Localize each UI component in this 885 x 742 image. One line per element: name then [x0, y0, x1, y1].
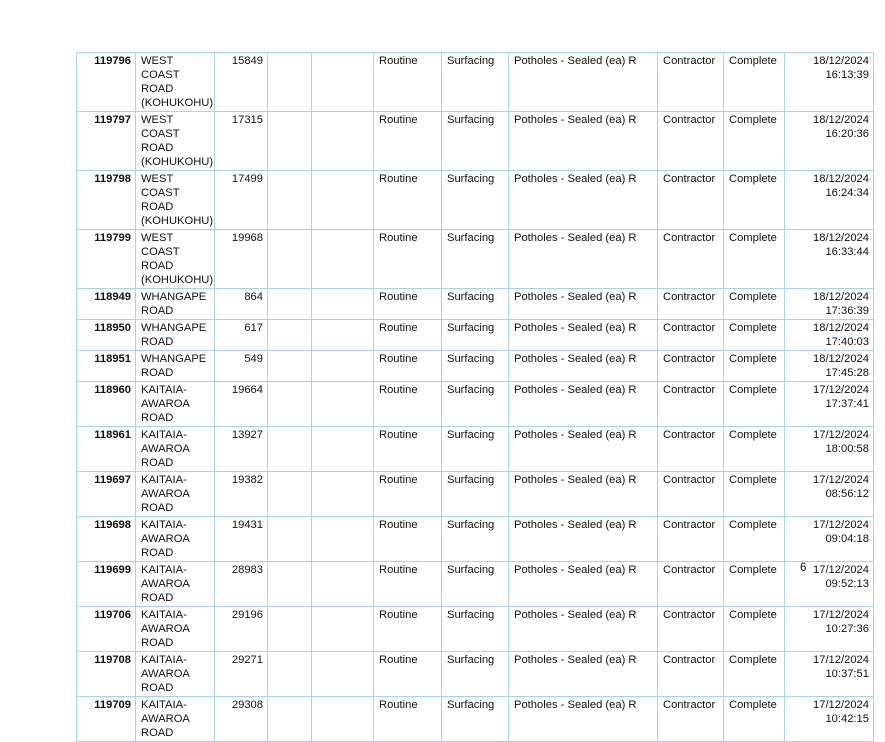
category-cell: Surfacing — [442, 517, 509, 562]
fault-type-cell: Potholes - Sealed (ea) R — [509, 472, 658, 517]
priority-cell: Routine — [374, 652, 442, 697]
road-name-cell: KAITAIA- AWAROA ROAD — [136, 517, 215, 562]
priority-cell: Routine — [374, 427, 442, 472]
completed-datetime-cell: 18/12/2024 16:33:44 — [785, 230, 874, 289]
blank-cell — [268, 562, 312, 607]
category-cell: Surfacing — [442, 562, 509, 607]
priority-cell: Routine — [374, 112, 442, 171]
fault-type-cell: Potholes - Sealed (ea) R — [509, 652, 658, 697]
road-name-cell: KAITAIA- AWAROA ROAD — [136, 697, 215, 742]
completed-datetime-cell: 17/12/2024 10:37:51 — [785, 652, 874, 697]
record-id-cell: 118949 — [77, 289, 136, 320]
category-cell: Surfacing — [442, 289, 509, 320]
blank-cell — [312, 171, 374, 230]
road-name-cell: WEST COAST ROAD (KOHUKOHU) — [136, 171, 215, 230]
record-id-cell: 118950 — [77, 320, 136, 351]
road-name-cell: WEST COAST ROAD (KOHUKOHU) — [136, 230, 215, 289]
records-body — [77, 53, 874, 742]
table-row — [77, 652, 874, 697]
blank-cell — [312, 112, 374, 171]
category-cell: Surfacing — [442, 607, 509, 652]
assigned-to-cell: Contractor — [658, 652, 724, 697]
category-cell: Surfacing — [442, 171, 509, 230]
blank-cell — [312, 472, 374, 517]
status-cell: Complete — [724, 289, 785, 320]
category-cell: Surfacing — [442, 53, 509, 112]
record-id-cell: 119698 — [77, 517, 136, 562]
blank-cell — [312, 652, 374, 697]
assigned-to-cell: Contractor — [658, 472, 724, 517]
fault-type-cell: Potholes - Sealed (ea) R — [509, 53, 658, 112]
table-row — [77, 171, 874, 230]
completed-datetime-cell: 18/12/2024 16:13:39 — [785, 53, 874, 112]
record-id-cell: 119699 — [77, 562, 136, 607]
status-cell: Complete — [724, 427, 785, 472]
priority-cell: Routine — [374, 289, 442, 320]
assigned-to-cell: Contractor — [658, 230, 724, 289]
record-id-cell: 119709 — [77, 697, 136, 742]
blank-cell — [268, 53, 312, 112]
priority-cell: Routine — [374, 320, 442, 351]
completed-datetime-cell: 17/12/2024 17:37:41 — [785, 382, 874, 427]
record-id-cell: 119706 — [77, 607, 136, 652]
record-id-cell: 119697 — [77, 472, 136, 517]
table-row — [77, 517, 874, 562]
location-cell: 29271 — [215, 652, 268, 697]
location-cell: 19382 — [215, 472, 268, 517]
blank-cell — [312, 320, 374, 351]
priority-cell: Routine — [374, 517, 442, 562]
priority-cell: Routine — [374, 697, 442, 742]
assigned-to-cell: Contractor — [658, 427, 724, 472]
record-id-cell: 119799 — [77, 230, 136, 289]
status-cell: Complete — [724, 697, 785, 742]
table-row — [77, 472, 874, 517]
blank-cell — [268, 351, 312, 382]
priority-cell: Routine — [374, 230, 442, 289]
table-row — [77, 562, 874, 607]
assigned-to-cell: Contractor — [658, 517, 724, 562]
location-cell: 617 — [215, 320, 268, 351]
fault-type-cell: Potholes - Sealed (ea) R — [509, 427, 658, 472]
completed-datetime-cell: 17/12/2024 09:04:18 — [785, 517, 874, 562]
category-cell: Surfacing — [442, 382, 509, 427]
blank-cell — [312, 562, 374, 607]
fault-type-cell: Potholes - Sealed (ea) R — [509, 230, 658, 289]
blank-cell — [312, 289, 374, 320]
assigned-to-cell: Contractor — [658, 289, 724, 320]
category-cell: Surfacing — [442, 351, 509, 382]
assigned-to-cell: Contractor — [658, 697, 724, 742]
location-cell: 17499 — [215, 171, 268, 230]
assigned-to-cell: Contractor — [658, 53, 724, 112]
status-cell: Complete — [724, 562, 785, 607]
status-cell: Complete — [724, 607, 785, 652]
blank-cell — [268, 382, 312, 427]
table-row — [77, 351, 874, 382]
blank-cell — [268, 652, 312, 697]
road-name-cell: KAITAIA- AWAROA ROAD — [136, 427, 215, 472]
road-name-cell: KAITAIA- AWAROA ROAD — [136, 562, 215, 607]
record-id-cell: 119797 — [77, 112, 136, 171]
category-cell: Surfacing — [442, 472, 509, 517]
completed-datetime-cell: 17/12/2024 09:52:13 — [785, 562, 874, 607]
fault-type-cell: Potholes - Sealed (ea) R — [509, 112, 658, 171]
blank-cell — [268, 171, 312, 230]
blank-cell — [312, 607, 374, 652]
status-cell: Complete — [724, 53, 785, 112]
category-cell: Surfacing — [442, 112, 509, 171]
table-row — [77, 697, 874, 742]
fault-type-cell: Potholes - Sealed (ea) R — [509, 320, 658, 351]
road-name-cell: WHANGAPE ROAD — [136, 351, 215, 382]
record-id-cell: 118951 — [77, 351, 136, 382]
location-cell: 19664 — [215, 382, 268, 427]
location-cell: 17315 — [215, 112, 268, 171]
table-row — [77, 607, 874, 652]
road-name-cell: WHANGAPE ROAD — [136, 320, 215, 351]
blank-cell — [268, 289, 312, 320]
priority-cell: Routine — [374, 171, 442, 230]
fault-type-cell: Potholes - Sealed (ea) R — [509, 289, 658, 320]
priority-cell: Routine — [374, 472, 442, 517]
status-cell: Complete — [724, 320, 785, 351]
record-id-cell: 119796 — [77, 53, 136, 112]
location-cell: 29308 — [215, 697, 268, 742]
category-cell: Surfacing — [442, 320, 509, 351]
completed-datetime-cell: 18/12/2024 17:45:28 — [785, 351, 874, 382]
location-cell: 864 — [215, 289, 268, 320]
blank-cell — [268, 320, 312, 351]
blank-cell — [312, 351, 374, 382]
category-cell: Surfacing — [442, 230, 509, 289]
fault-type-cell: Potholes - Sealed (ea) R — [509, 607, 658, 652]
completed-datetime-cell: 18/12/2024 17:40:03 — [785, 320, 874, 351]
category-cell: Surfacing — [442, 697, 509, 742]
priority-cell: Routine — [374, 351, 442, 382]
blank-cell — [268, 427, 312, 472]
category-cell: Surfacing — [442, 652, 509, 697]
record-id-cell: 118961 — [77, 427, 136, 472]
status-cell: Complete — [724, 171, 785, 230]
blank-cell — [312, 53, 374, 112]
table-row — [77, 53, 874, 112]
blank-cell — [312, 517, 374, 562]
completed-datetime-cell: 17/12/2024 18:00:58 — [785, 427, 874, 472]
category-cell: Surfacing — [442, 427, 509, 472]
completed-datetime-cell: 17/12/2024 08:56:12 — [785, 472, 874, 517]
location-cell: 13927 — [215, 427, 268, 472]
road-name-cell: KAITAIA- AWAROA ROAD — [136, 472, 215, 517]
assigned-to-cell: Contractor — [658, 382, 724, 427]
table-row — [77, 320, 874, 351]
blank-cell — [268, 607, 312, 652]
completed-datetime-cell: 18/12/2024 16:24:34 — [785, 171, 874, 230]
road-name-cell: KAITAIA- AWAROA ROAD — [136, 652, 215, 697]
completed-datetime-cell: 18/12/2024 17:36:39 — [785, 289, 874, 320]
status-cell: Complete — [724, 230, 785, 289]
fault-type-cell: Potholes - Sealed (ea) R — [509, 562, 658, 607]
road-name-cell: KAITAIA- AWAROA ROAD — [136, 382, 215, 427]
record-id-cell: 119708 — [77, 652, 136, 697]
assigned-to-cell: Contractor — [658, 320, 724, 351]
road-name-cell: WHANGAPE ROAD — [136, 289, 215, 320]
assigned-to-cell: Contractor — [658, 562, 724, 607]
status-cell: Complete — [724, 112, 785, 171]
completed-datetime-cell: 17/12/2024 10:27:36 — [785, 607, 874, 652]
fault-type-cell: Potholes - Sealed (ea) R — [509, 517, 658, 562]
table-row — [77, 382, 874, 427]
blank-cell — [312, 230, 374, 289]
road-name-cell: WEST COAST ROAD (KOHUKOHU) — [136, 112, 215, 171]
table-row — [77, 427, 874, 472]
location-cell: 19431 — [215, 517, 268, 562]
location-cell: 15849 — [215, 53, 268, 112]
location-cell: 29196 — [215, 607, 268, 652]
priority-cell: Routine — [374, 562, 442, 607]
location-cell: 19968 — [215, 230, 268, 289]
status-cell: Complete — [724, 472, 785, 517]
blank-cell — [312, 427, 374, 472]
status-cell: Complete — [724, 652, 785, 697]
record-id-cell: 119798 — [77, 171, 136, 230]
record-id-cell: 118960 — [77, 382, 136, 427]
table-row — [77, 112, 874, 171]
priority-cell: Routine — [374, 53, 442, 112]
status-cell: Complete — [724, 517, 785, 562]
fault-type-cell: Potholes - Sealed (ea) R — [509, 171, 658, 230]
completed-datetime-cell: 17/12/2024 10:42:15 — [785, 697, 874, 742]
completed-datetime-cell: 18/12/2024 16:20:36 — [785, 112, 874, 171]
fault-type-cell: Potholes - Sealed (ea) R — [509, 697, 658, 742]
status-cell: Complete — [724, 382, 785, 427]
blank-cell — [268, 517, 312, 562]
priority-cell: Routine — [374, 607, 442, 652]
blank-cell — [268, 697, 312, 742]
road-name-cell: WEST COAST ROAD (KOHUKOHU) — [136, 53, 215, 112]
blank-cell — [312, 382, 374, 427]
records-table — [76, 52, 874, 742]
table-row — [77, 230, 874, 289]
blank-cell — [312, 697, 374, 742]
blank-cell — [268, 230, 312, 289]
road-name-cell: KAITAIA- AWAROA ROAD — [136, 607, 215, 652]
fault-type-cell: Potholes - Sealed (ea) R — [509, 351, 658, 382]
priority-cell: Routine — [374, 382, 442, 427]
assigned-to-cell: Contractor — [658, 112, 724, 171]
blank-cell — [268, 472, 312, 517]
blank-cell — [268, 112, 312, 171]
assigned-to-cell: Contractor — [658, 171, 724, 230]
assigned-to-cell: Contractor — [658, 351, 724, 382]
table-row — [77, 289, 874, 320]
status-cell: Complete — [724, 351, 785, 382]
location-cell: 549 — [215, 351, 268, 382]
location-cell: 28983 — [215, 562, 268, 607]
fault-type-cell: Potholes - Sealed (ea) R — [509, 382, 658, 427]
assigned-to-cell: Contractor — [658, 607, 724, 652]
page-number: 6 — [800, 562, 807, 574]
